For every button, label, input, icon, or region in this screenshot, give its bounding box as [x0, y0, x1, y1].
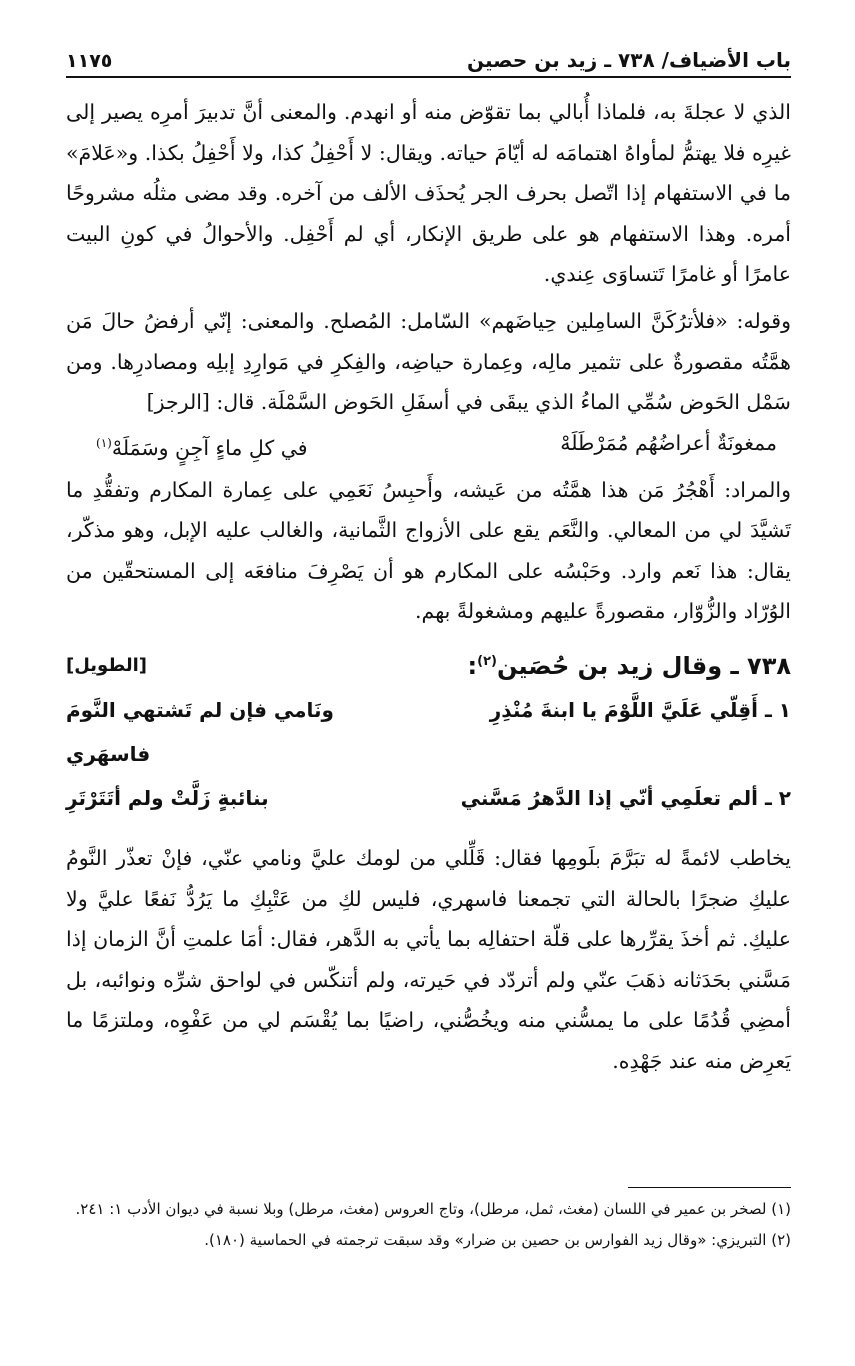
footnotes: [66, 1196, 791, 1258]
rajaz-hemistich-2: في كلِ ماءٍ آجِنٍ وسَمَلَهْ: [111, 435, 308, 460]
poem-title-text: ٧٣٨ ـ وقال زيد بن حُصَين: [496, 651, 791, 680]
footnote-2: (٢) التبريزي: «وقال زيد الفوارس بن حصين بن ضرار» وقد سبقت ترجمته في الحماسية (١٨٠).: [204, 1231, 791, 1249]
page-body: [66, 48, 791, 1082]
footnote-mark-1: (١): [96, 435, 112, 450]
poem-heading: [66, 652, 791, 680]
chapter-title: باب الأضياف/ ٧٣٨ ـ زيد بن حصين: [466, 48, 791, 72]
footnote-mark-2: (٢): [477, 653, 497, 669]
footnote-1: (١) لصخر بن عمير في اللسان (مغث، ثمل، مرطل)، وتاج العروس (مغث، مرطل) وبلا نسبة في ديوان الأدب ١: ٢٤١.: [75, 1200, 791, 1218]
commentary-paragraph-2: وقوله: «فلأترُكَنَّ السامِلين حِياضَهم» السّامل: المُصلح. والمعنى: إنّي أرفضُ حالَ مَن همَّتُه مقصورةٌ على تثمير مالِه، وعِمارة حياضِه، والفِكرِ في مَوارِدِ إبلِه ومصادرِها. ومن سَمْل الحَوض سُمِّي الماءُ الذي يبقَى في أسفَلِ الحَوض السَّمْلَة. قال: [الرجز]: [66, 308, 791, 415]
poem-meter: [الطويل]: [66, 655, 148, 677]
verse-1-hemistich-2: ونَامي فإن لم تَشتهي النَّومَ فاسهَري: [66, 697, 334, 766]
verse-1-hemistich-1: ١ ـ أَقِلّي عَلَيَّ اللَّوْمَ يا ابنةَ مُنْذِرِ: [489, 697, 791, 722]
commentary-paragraph-4: يخاطب لائمةً له تبَرَّمَ بلَومِها فقال: قَلِّلي من لومك عليَّ ونامي عنّي، فإنْ تعذّر النَّومُ عليكِ ضجرًا بالحالة التي تجمعنا فاسهري، فليس لكِ من عَتْبِكِ ما يَرُدُّ نَفعًا عليَّ ولا عليكِ. ثم أخذَ يقرِّرها على قلّة احتفالِه بما يأتي به الدَّهر، فقال: أمَا علمتِ أنَّ الزمان إذا مَسَّني بحَدَثانه ذهَبَ عنّي ولم أتردّد في حَيرته، ولم أتنكّس في لواحق شرِّه ونوائبه، بل أمضِي قُدُمًا على ما يمسُّني منه ويخُصُّني، راضيًا بما يُقْسَم لي من عَفْوِه، وملتزمًا ما يَعرِض منه عند جَهْدِه.: [66, 845, 791, 1073]
footnote-divider: [628, 1187, 791, 1188]
poem-verse-2: [66, 776, 791, 820]
poem-title: [468, 652, 792, 680]
rajaz-verse: [66, 423, 791, 468]
poem-verse-1: [66, 688, 791, 776]
verse-2-hemistich-2: بنائبةٍ زَلَّتْ ولم أتَتَرْتَرِ: [66, 785, 269, 810]
verse-2-hemistich-1: ٢ ـ ألم تعلَمِي أنّي إذا الدَّهرُ مَسَّني: [460, 785, 791, 810]
commentary-paragraph-1: الذي لا عجلةَ به، فلماذا أُبالي بما تقوّض منه أو انهدم. والمعنى أنَّ تدبيرَ أمرِه يصير إلى غيرِه فلا يهتمُّ لمأواهُ اهتمامَه له أيّامَ حياته. ويقال: لا أَحْفِلُ كذا، ولا أَحْفِلُ بكذا. و«عَلامَ» ما في الاستفهام إذا اتّصل بحرف الجر يُحذَف الألف من آخره. وقد مضى مثلُه مشروحًا أمره. وهذا الاستفهام هو على طريق الإنكار، أي لم أَحْفِل. والأحوالُ في كونِ البيت عامرًا أو غامرًا تَتساوَى عِندي.: [66, 100, 791, 287]
commentary-paragraph-3: والمراد: أَهْجُرُ مَن هذا همَّتُه من عَيشه، وأَحبِسُ نَعَمِي على عِمارة المكارم وتفقُّدِ ما تَشيَّدَ لي من المعالي. والنَّعَم يقع على الأزواج الثَّمانية، والغالب عليه الإبل، وهو مذكّر، يقال: هذا نَعم وارد. وحَبْسُه على المكارم هو أن يَصْرِفَ منافعَه إلى المستحقّين من الوُرّاد والزُّوّار، مقصورةً عليهم ومشغولةً بهم.: [66, 477, 791, 624]
poem-title-colon: :: [467, 651, 478, 680]
page-number: ١١٧٥: [66, 50, 113, 72]
running-header: [66, 48, 791, 78]
rajaz-hemistich-1: ممغونَةٌ أعراضُهُم مُمَرْطَلَهْ: [560, 430, 777, 455]
rajaz-hemistich-2-wrap: [96, 423, 308, 468]
